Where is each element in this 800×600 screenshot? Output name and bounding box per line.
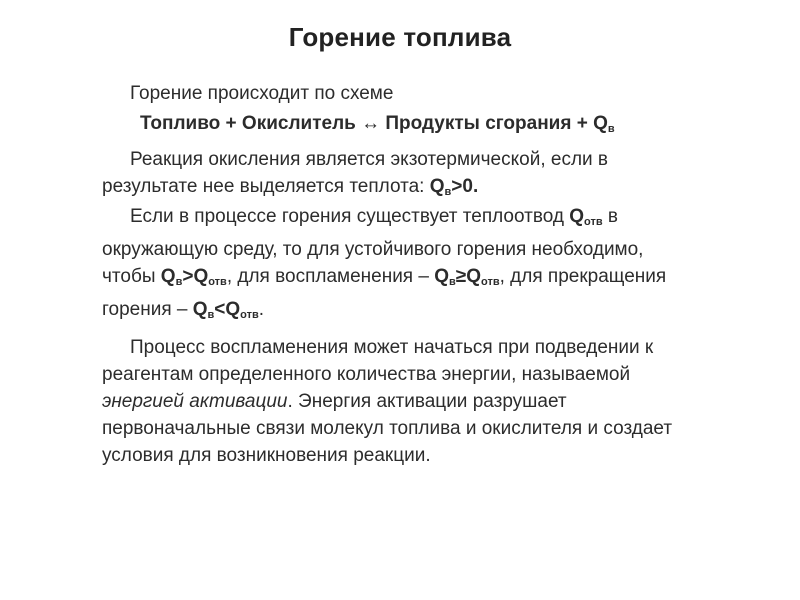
exothermic-text: Реакция окисления является экзотермической, если в результате нее выделяется теплота: bbox=[102, 149, 609, 197]
heat-text-2: в окружающую среду, то для устойчивого горения необходимо, чтобы bbox=[102, 206, 644, 287]
cond1-q-subscript: в bbox=[175, 276, 183, 288]
cond3-q: Q bbox=[192, 299, 208, 320]
cond1-r-subscript: отв bbox=[208, 276, 227, 288]
heat-text-1: Если в процессе горения существует теплоотвод bbox=[130, 206, 570, 227]
heat-text-5: . bbox=[258, 299, 265, 320]
cond1-operator: > bbox=[182, 266, 194, 287]
exothermic-paragraph bbox=[102, 146, 702, 206]
heat-text-3: , для воспламенения – bbox=[226, 266, 435, 287]
cond2-operator: ≥ bbox=[455, 266, 467, 287]
cond3-q-subscript: в bbox=[207, 309, 215, 321]
cond2-r-subscript: отв bbox=[481, 276, 500, 288]
ignition-text-1: Процесс воспламенения может начаться при подведении к реагентам определенного количества энергии, называемой bbox=[102, 337, 654, 385]
heat-text-4: , для прекращения горения – bbox=[102, 266, 667, 320]
cond2-r: Q bbox=[466, 266, 481, 287]
cond3-operator: < bbox=[214, 299, 226, 320]
ignition-paragraph bbox=[102, 334, 702, 469]
activation-energy-term: энергией активации bbox=[102, 391, 288, 412]
cond2-q-subscript: в bbox=[449, 276, 456, 288]
heat-symbol: Q bbox=[429, 176, 445, 197]
cond3-r-subscript: отв bbox=[240, 309, 259, 321]
cond1-q: Q bbox=[160, 266, 176, 287]
cond1-r: Q bbox=[193, 266, 209, 287]
formula-subscript: в bbox=[607, 123, 615, 135]
reaction-formula bbox=[140, 110, 740, 143]
cond2-q: Q bbox=[434, 266, 450, 287]
q-removal: Q bbox=[569, 206, 585, 227]
slide-title: Горение топлива bbox=[288, 22, 512, 52]
ignition-text-2: . Энергия активации разрушает первоначальные связи молекул топлива и окислителя и создает условия для возникновения реакции. bbox=[102, 391, 673, 466]
formula-text: Топливо + Окислитель ↔ Продукты сгорания + Q bbox=[140, 113, 608, 134]
q-removal-subscript: отв bbox=[584, 216, 603, 228]
heat-condition: >0. bbox=[451, 176, 479, 197]
intro-text: Горение происходит по схеме bbox=[130, 83, 394, 104]
heat-removal-paragraph bbox=[102, 203, 702, 329]
heat-symbol-subscript: в bbox=[444, 186, 452, 198]
cond3-r: Q bbox=[225, 299, 241, 320]
